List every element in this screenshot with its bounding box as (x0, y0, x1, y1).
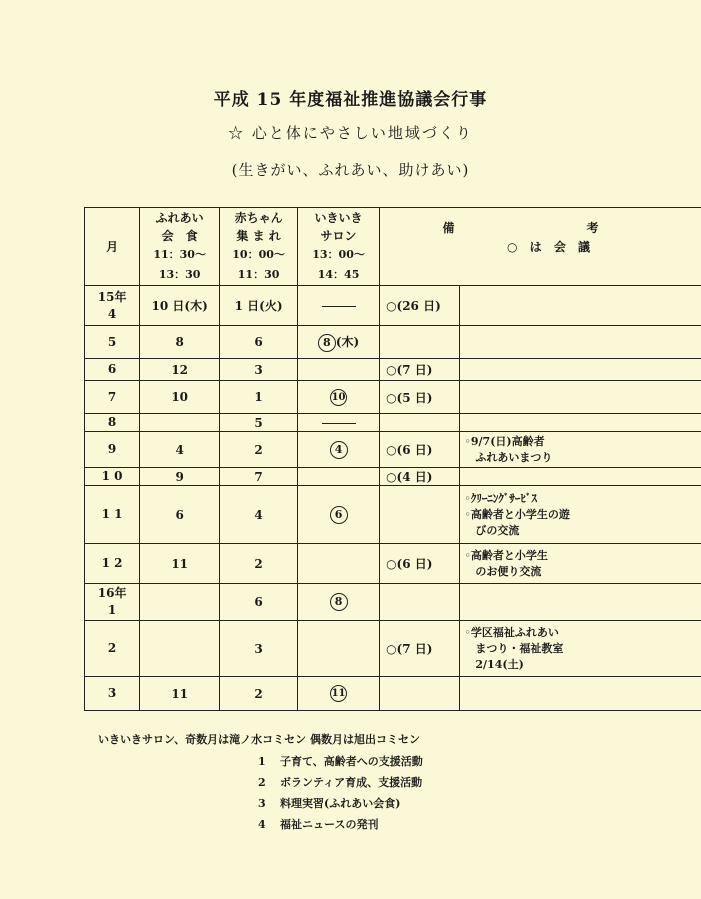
fureai-cell (140, 414, 220, 432)
page-title: 平成 15 年度福祉推進協議会行事 (213, 90, 488, 110)
ikiiki-cell (298, 432, 380, 468)
akachan-cell: 6 (220, 326, 298, 359)
meeting-cell: ○(5 日) (380, 381, 460, 414)
table-row (85, 381, 701, 414)
ikiiki-cell: 8 (木) (298, 326, 380, 359)
fureai-cell: 4 (140, 432, 220, 468)
meeting-cell (380, 677, 460, 711)
akachan-cell: 2 (220, 544, 298, 584)
month-cell: 1 0 (85, 468, 140, 486)
table-row (85, 359, 701, 381)
notes-cell (460, 584, 701, 621)
circled-number: 10 (330, 389, 347, 406)
ikiiki-cell (298, 677, 380, 711)
ikiiki-cell (298, 359, 380, 381)
header-month: 月 (85, 208, 140, 286)
meeting-cell: ○(4 日) (380, 468, 460, 486)
salon-location-note: いきいきサロン、奇数月は滝ノ水コミセン 偶数月は旭出コミセン (98, 733, 420, 746)
header-bikou: 備 考 ○ は 会 議 (380, 208, 701, 286)
table-header-row (85, 208, 701, 286)
notes-cell (460, 414, 701, 432)
meeting-cell (380, 486, 460, 544)
ikiiki-cell (298, 486, 380, 544)
meeting-cell: ○(7 日) (380, 359, 460, 381)
ikiiki-cell (298, 544, 380, 584)
fureai-cell: 8 (140, 326, 220, 359)
dash-mark (322, 423, 356, 424)
notes-cell: ◦9/7(日)高齢者 ふれあいまつり (460, 432, 701, 468)
activity-item: 3 料理実習(ふれあい会食) (258, 797, 401, 810)
akachan-cell: 4 (220, 486, 298, 544)
fureai-cell: 6 (140, 486, 220, 544)
table-row (85, 544, 701, 584)
meeting-cell: ○(6 日) (380, 432, 460, 468)
notes-cell (460, 677, 701, 711)
month-cell: 9 (85, 432, 140, 468)
ikiiki-cell (298, 286, 380, 326)
meeting-cell: ○(7 日) (380, 621, 460, 677)
akachan-cell: 1 (220, 381, 298, 414)
month-cell: 6 (85, 359, 140, 381)
notes-cell (460, 359, 701, 381)
fureai-cell: 11 (140, 544, 220, 584)
activity-item: 4 福祉ニュースの発刊 (258, 818, 379, 831)
month-cell: 15年 4 (85, 286, 140, 326)
akachan-cell: 3 (220, 621, 298, 677)
month-cell: 16年 1 (85, 584, 140, 621)
table-row (85, 468, 701, 486)
month-cell: 1 1 (85, 486, 140, 544)
circled-number: 6 (330, 506, 348, 524)
schedule-table (84, 207, 701, 711)
fureai-cell (140, 584, 220, 621)
notes-cell (460, 286, 701, 326)
page-subtitle-motto: (生きがい、ふれあい、助けあい) (231, 161, 470, 179)
ikiiki-cell (298, 468, 380, 486)
header-ikiiki: いきいき サロン 13：00〜 14：45 (298, 208, 380, 286)
table-row (85, 326, 701, 359)
month-cell: 5 (85, 326, 140, 359)
meeting-cell: ○(6 日) (380, 544, 460, 584)
circled-number: 8 (330, 593, 348, 611)
month-cell: 7 (85, 381, 140, 414)
activity-item: 2 ボランティア育成、支援活動 (258, 776, 423, 789)
month-cell: 3 (85, 677, 140, 711)
page-subtitle: ☆ 心と体にやさしい地域づくり (228, 124, 473, 142)
akachan-cell: 7 (220, 468, 298, 486)
meeting-cell (380, 326, 460, 359)
table-row (85, 286, 701, 326)
notes-cell: ◦高齢者と小学生 のお便り交流 (460, 544, 701, 584)
ikiiki-cell (298, 584, 380, 621)
akachan-cell: 2 (220, 677, 298, 711)
month-cell: 8 (85, 414, 140, 432)
meeting-cell (380, 414, 460, 432)
meeting-cell: ○(26 日) (380, 286, 460, 326)
notes-cell (460, 381, 701, 414)
meeting-cell (380, 584, 460, 621)
ikiiki-cell (298, 414, 380, 432)
fureai-cell (140, 621, 220, 677)
ikiiki-cell (298, 381, 380, 414)
notes-cell: ◦学区福祉ふれあい まつり・福祉教室 2/14(土) (460, 621, 701, 677)
akachan-cell: 1 日(火) (220, 286, 298, 326)
akachan-cell: 6 (220, 584, 298, 621)
fureai-cell: 10 日(木) (140, 286, 220, 326)
fureai-cell: 12 (140, 359, 220, 381)
notes-cell (460, 326, 701, 359)
header-fureai: ふれあい 会 食 11：30〜 13：30 (140, 208, 220, 286)
circled-number: 4 (330, 441, 348, 459)
table-row (85, 621, 701, 677)
month-cell: 1 2 (85, 544, 140, 584)
activity-item: 1 子育て、高齢者への支援活動 (258, 755, 423, 768)
notes-cell (460, 468, 701, 486)
ikiiki-cell (298, 621, 380, 677)
fureai-cell: 10 (140, 381, 220, 414)
table-row (85, 432, 701, 468)
akachan-cell: 3 (220, 359, 298, 381)
circled-number: 11 (330, 685, 347, 702)
akachan-cell: 5 (220, 414, 298, 432)
circled-number: 8 (318, 334, 336, 352)
header-akachan: 赤ちゃん 集 ま れ 10：00〜 11：30 (220, 208, 298, 286)
dash-mark (322, 306, 356, 307)
table-row (85, 677, 701, 711)
table-row (85, 486, 701, 544)
table-row (85, 584, 701, 621)
fureai-cell: 9 (140, 468, 220, 486)
notes-cell: ◦ｸﾘｰﾆﾝｸﾞｻｰﾋﾞｽ ◦高齢者と小学生の遊 びの交流 (460, 486, 701, 544)
akachan-cell: 2 (220, 432, 298, 468)
fureai-cell: 11 (140, 677, 220, 711)
table-row (85, 414, 701, 432)
month-cell: 2 (85, 621, 140, 677)
